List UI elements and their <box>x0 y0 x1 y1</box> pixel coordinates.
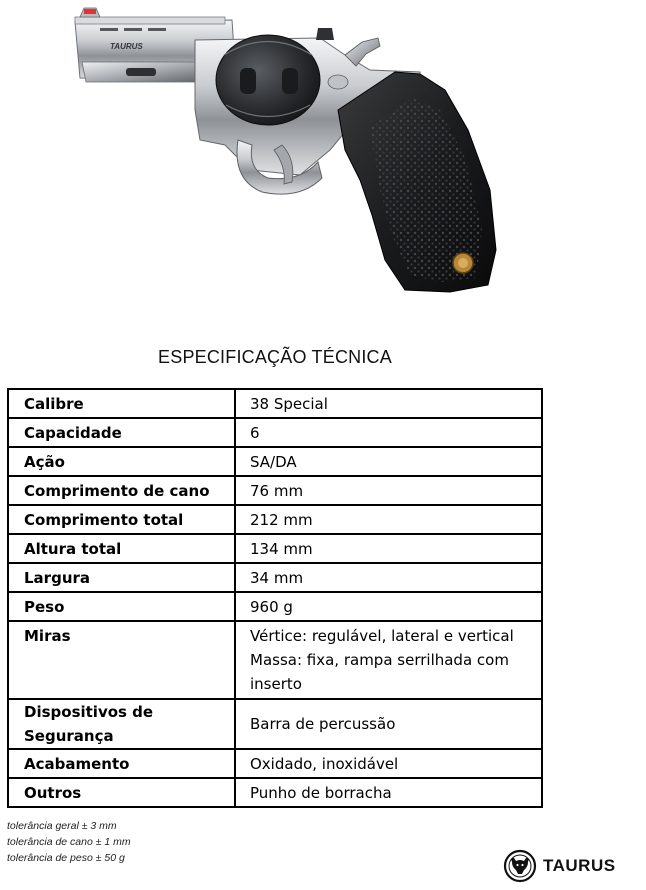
spec-row-acao <box>8 447 542 476</box>
spec-label: Outros <box>8 778 235 807</box>
spec-value-line: 76 mm <box>250 481 304 500</box>
spec-value-line: Barra de percussão <box>250 715 396 733</box>
spec-row-altura-total <box>8 534 542 563</box>
spec-row-acabamento <box>8 749 542 778</box>
spec-table <box>7 388 543 808</box>
spec-row-peso <box>8 592 542 621</box>
spec-value-line: 6 <box>250 423 260 442</box>
spec-row-miras <box>8 621 542 699</box>
spec-value <box>235 534 542 563</box>
spec-value <box>235 749 542 778</box>
spec-label: Acabamento <box>8 749 235 778</box>
barrel-engraving: TAURUS <box>110 42 143 51</box>
spec-row-capacidade <box>8 418 542 447</box>
spec-value-line: 960 g <box>250 597 293 616</box>
spec-row-comprimento-cano <box>8 476 542 505</box>
spec-value <box>235 699 542 749</box>
spec-label: Capacidade <box>8 418 235 447</box>
spec-label: Miras <box>8 621 235 699</box>
spec-value <box>235 778 542 807</box>
spec-value <box>235 505 542 534</box>
spec-value-line: SA/DA <box>250 452 297 471</box>
spec-row-comprimento-total <box>8 505 542 534</box>
spec-label: Comprimento total <box>8 505 235 534</box>
spec-label: Largura <box>8 563 235 592</box>
spec-value-line: 34 mm <box>250 568 304 587</box>
spec-value <box>235 563 542 592</box>
spec-value-line: 38 Special <box>250 394 328 413</box>
spec-value-line: 212 mm <box>250 510 313 529</box>
spec-value-line: Massa: fixa, rampa serrilhada com <box>250 651 509 669</box>
spec-row-outros <box>8 778 542 807</box>
spec-label: Altura total <box>8 534 235 563</box>
spec-label: Ação <box>8 447 235 476</box>
spec-row-calibre <box>8 389 542 418</box>
spec-label: Comprimento de cano <box>8 476 235 505</box>
spec-value <box>235 389 542 418</box>
spec-value <box>235 621 542 699</box>
spec-value-line: 134 mm <box>250 539 313 558</box>
spec-title: ESPECIFICAÇÃO TÉCNICA <box>158 347 392 367</box>
spec-value <box>235 592 542 621</box>
tolerance-notes <box>7 818 131 866</box>
spec-value-line: Punho de borracha <box>250 783 392 802</box>
spec-value-line: Oxidado, inoxidável <box>250 754 399 773</box>
spec-value <box>235 447 542 476</box>
spec-label: Calibre <box>8 389 235 418</box>
spec-value <box>235 418 542 447</box>
spec-row-seguranca <box>8 699 542 749</box>
spec-value <box>235 476 542 505</box>
spec-label: Dispositivos de Segurança <box>8 699 235 749</box>
tolerance-barrel: tolerância de cano ± 1 mm <box>7 836 131 848</box>
spec-label: Peso <box>8 592 235 621</box>
spec-row-largura <box>8 563 542 592</box>
spec-value-line: Vértice: regulável, lateral e vertical <box>250 627 514 645</box>
brand-wordmark: TAURUS <box>543 856 616 875</box>
revolver-image <box>60 0 510 305</box>
tolerance-weight: tolerância de peso ± 50 g <box>7 852 125 864</box>
bull-emblem-icon <box>503 849 537 883</box>
spec-value-line: inserto <box>250 675 302 693</box>
tolerance-general: tolerância geral ± 3 mm <box>7 820 117 832</box>
brand-logo <box>503 848 638 884</box>
